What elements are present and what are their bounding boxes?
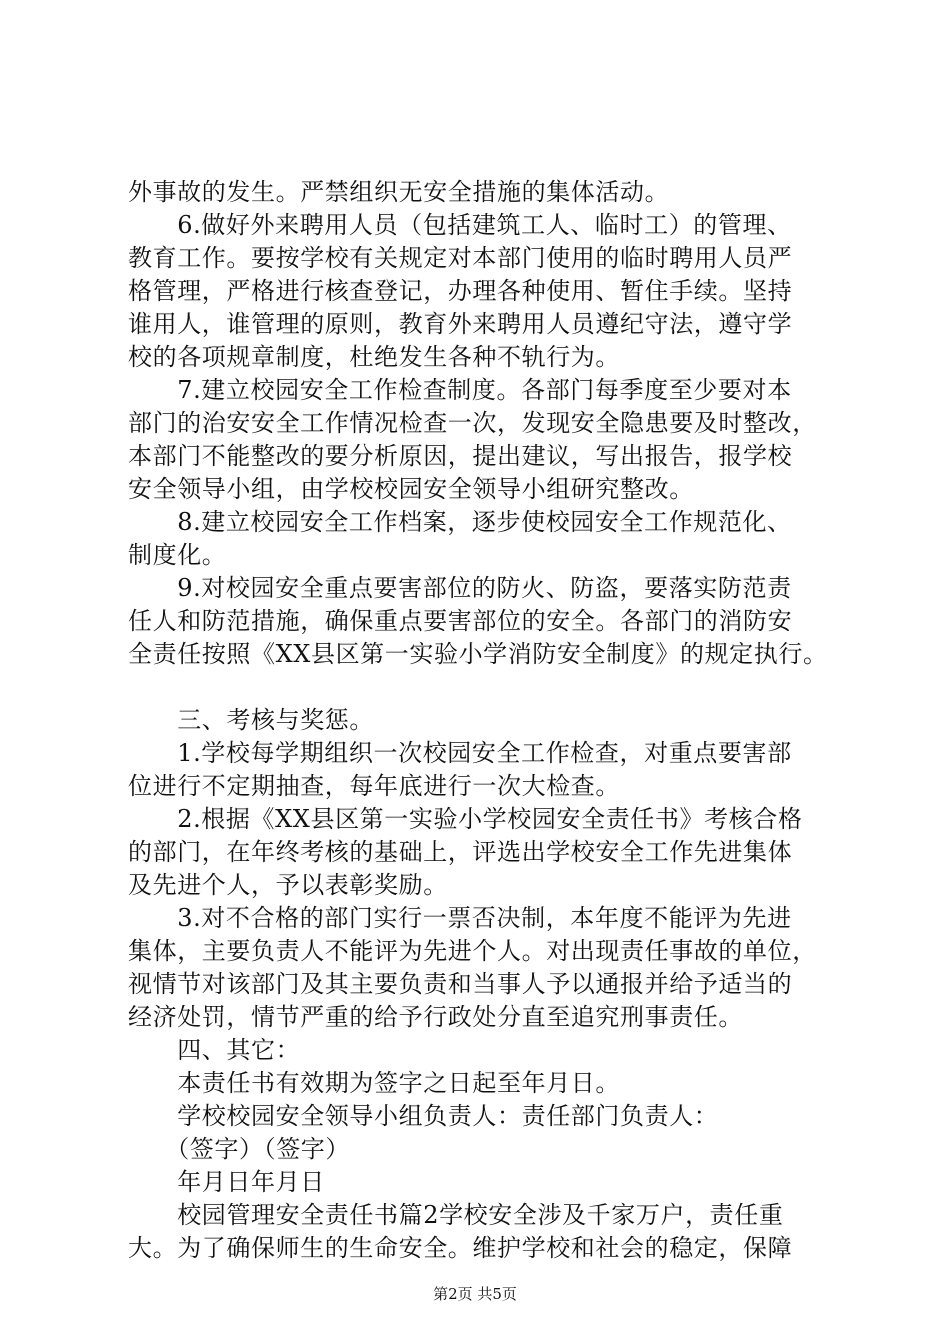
body-line: 任人和防范措施，确保重点要害部位的安全。各部门的消防安 <box>128 607 793 635</box>
body-line: 3.对不合格的部门实行一票否决制，本年度不能评为先进 <box>128 904 792 932</box>
page-number: 第2页 共5页 <box>433 1285 517 1303</box>
body-line: 集体，主要负责人不能评为先进个人。对出现责任事故的单位， <box>128 937 817 965</box>
body-line: 9.对校园安全重点要害部位的防火、防盗，要落实防范责 <box>128 574 792 602</box>
body-line: 2.根据《XX县区第一实验小学校园安全责任书》考核合格 <box>128 805 803 833</box>
body-line: 谁用人，谁管理的原则，教育外来聘用人员遵纪守法，遵守学 <box>128 310 793 338</box>
body-line: 视情节对该部门及其主要负责和当事人予以通报并给予适当的 <box>128 970 793 998</box>
body-line: 教育工作。要按学校有关规定对本部门使用的临时聘用人员严 <box>128 244 793 272</box>
body-line: 1.学校每学期组织一次校园安全工作检查，对重点要害部 <box>128 739 792 767</box>
body-line: 位进行不定期抽查，每年底进行一次大检查。 <box>128 772 620 800</box>
body-line: 本责任书有效期为签字之日起至年月日。 <box>128 1069 620 1097</box>
body-line: 外事故的发生。严禁组织无安全措施的集体活动。 <box>128 178 670 206</box>
body-line: 7.建立校园安全工作检查制度。各部门每季度至少要对本 <box>128 376 792 404</box>
body-line: 校园管理安全责任书篇2学校安全涉及千家万户，责任重 <box>128 1201 784 1229</box>
body-line: 校的各项规章制度，杜绝发生各种不轨行为。 <box>128 343 620 371</box>
body-line: 制度化。 <box>128 541 227 569</box>
body-line: 及先进个人，予以表彰奖励。 <box>128 871 448 899</box>
body-line: 经济处罚，情节严重的给予行政处分直至追究刑事责任。 <box>128 1003 743 1031</box>
signature-line: 学校校园安全领导小组负责人：责任部门负责人： <box>128 1102 719 1130</box>
date-line: 年月日年月日 <box>128 1168 325 1196</box>
body-line: 6.做好外来聘用人员（包括建筑工人、临时工）的管理、 <box>128 211 792 239</box>
signature-line: （签字）（签字） <box>128 1135 350 1163</box>
body-line: 8.建立校园安全工作档案，逐步使校园安全工作规范化、 <box>128 508 792 536</box>
section-heading: 三、考核与奖惩。 <box>128 706 374 734</box>
body-line: 大。为了确保师生的生命安全。维护学校和社会的稳定，保障 <box>128 1234 793 1262</box>
body-line: 安全领导小组，由学校校园安全领导小组研究整改。 <box>128 475 694 503</box>
body-line: 格管理，严格进行核查登记，办理各种使用、暂住手续。坚持 <box>128 277 793 305</box>
body-line: 的部门，在年终考核的基础上，评选出学校安全工作先进集体 <box>128 838 793 866</box>
body-line: 部门的治安安全工作情况检查一次，发现安全隐患要及时整改， <box>128 409 817 437</box>
section-heading: 四、其它： <box>128 1036 301 1064</box>
body-line: 本部门不能整改的要分析原因，提出建议，写出报告，报学校 <box>128 442 793 470</box>
body-line: 全责任按照《XX县区第一实验小学消防安全制度》的规定执行。 <box>128 640 828 668</box>
